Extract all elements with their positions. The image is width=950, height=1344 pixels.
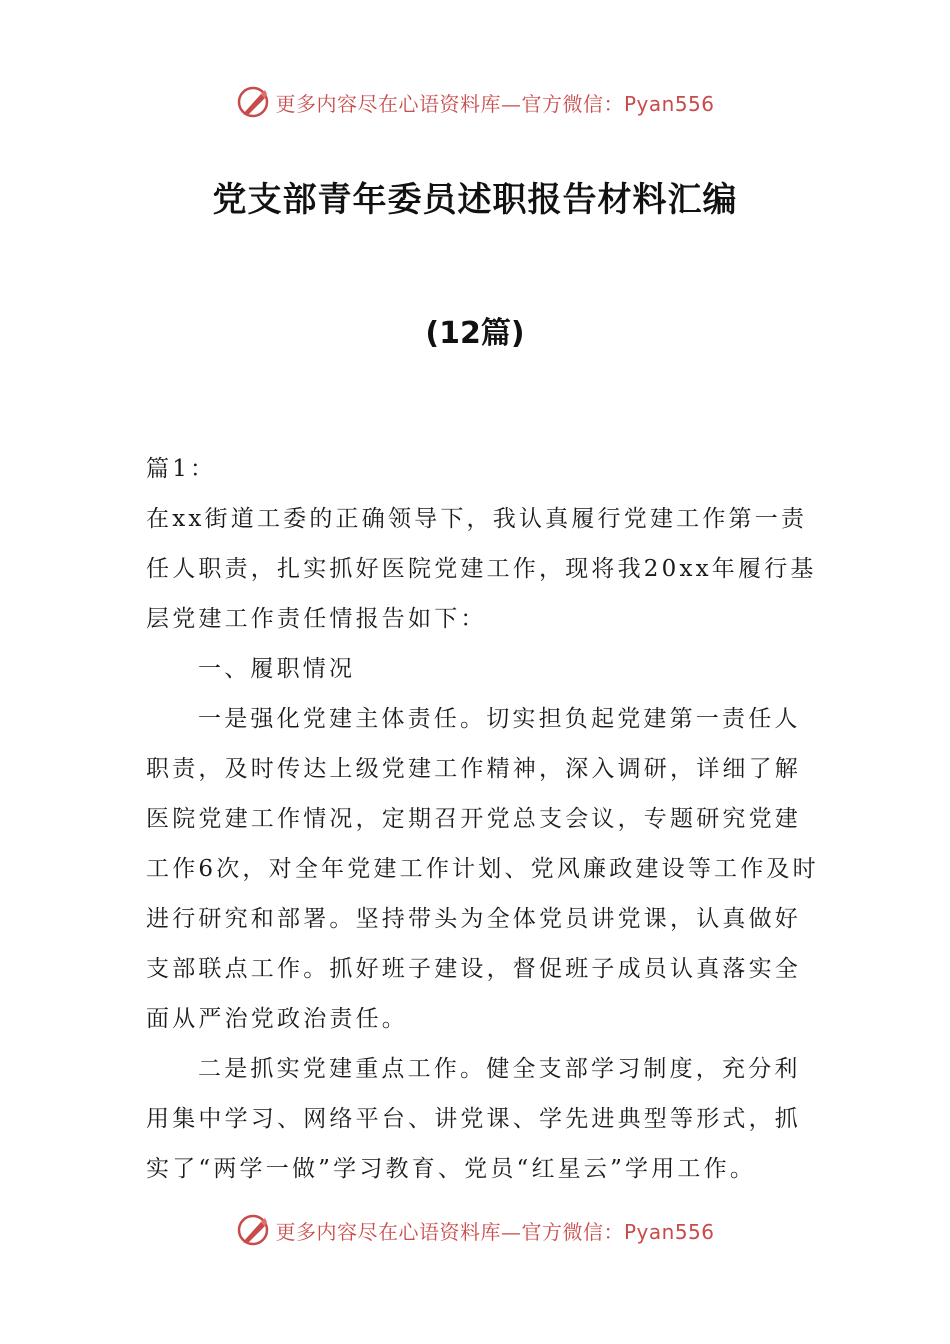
pen-logo-icon bbox=[235, 1212, 271, 1248]
body-line: 一是强化党建主体责任。切实担负起党建第一责任人 bbox=[198, 706, 801, 732]
document-body bbox=[146, 444, 819, 1194]
body-line: 一、履职情况 bbox=[198, 656, 356, 682]
body-line: 在xx街道工委的正确领导下，我认真履行党建工作第一责 bbox=[146, 506, 808, 532]
watermark-text: 更多内容尽在心语资料库—官方微信：Pyan556 bbox=[275, 1219, 715, 1244]
document-subtitle: (12篇) bbox=[425, 316, 525, 351]
body-line: 层党建工作责任情报告如下： bbox=[146, 606, 487, 632]
document-title: 党支部青年委员述职报告材料汇编 bbox=[212, 180, 738, 220]
body-line: 支部联点工作。抓好班子建设，督促班子成员认真落实全 bbox=[146, 956, 801, 982]
body-line: 进行研究和部署。坚持带头为全体党员讲党课，认真做好 bbox=[146, 906, 801, 932]
body-line: 任人职责，扎实抓好医院党建工作，现将我20xx年履行基 bbox=[146, 556, 817, 582]
body-line: 职责，及时传达上级党建工作精神，深入调研，详细了解 bbox=[146, 756, 801, 782]
body-line: 工作6次，对全年党建工作计划、党风廉政建设等工作及时 bbox=[146, 856, 819, 882]
body-line: 篇1： bbox=[146, 456, 217, 482]
body-line: 二是抓实党建重点工作。健全支部学习制度，充分利 bbox=[198, 1056, 801, 1082]
watermark-text: 更多内容尽在心语资料库—官方微信：Pyan556 bbox=[275, 91, 715, 116]
body-line: 面从严治党政治责任。 bbox=[146, 1006, 408, 1032]
body-line: 医院党建工作情况，定期召开党总支会议，专题研究党建 bbox=[146, 806, 801, 832]
watermark-banner-bottom bbox=[0, 1212, 950, 1248]
body-line: 用集中学习、网络平台、讲党课、学先进典型等形式，抓 bbox=[146, 1106, 801, 1132]
pen-logo-icon bbox=[235, 84, 271, 120]
body-line: 实了“两学一做”学习教育、党员“红星云”学用工作。 bbox=[146, 1156, 757, 1182]
watermark-banner-top bbox=[0, 84, 950, 120]
